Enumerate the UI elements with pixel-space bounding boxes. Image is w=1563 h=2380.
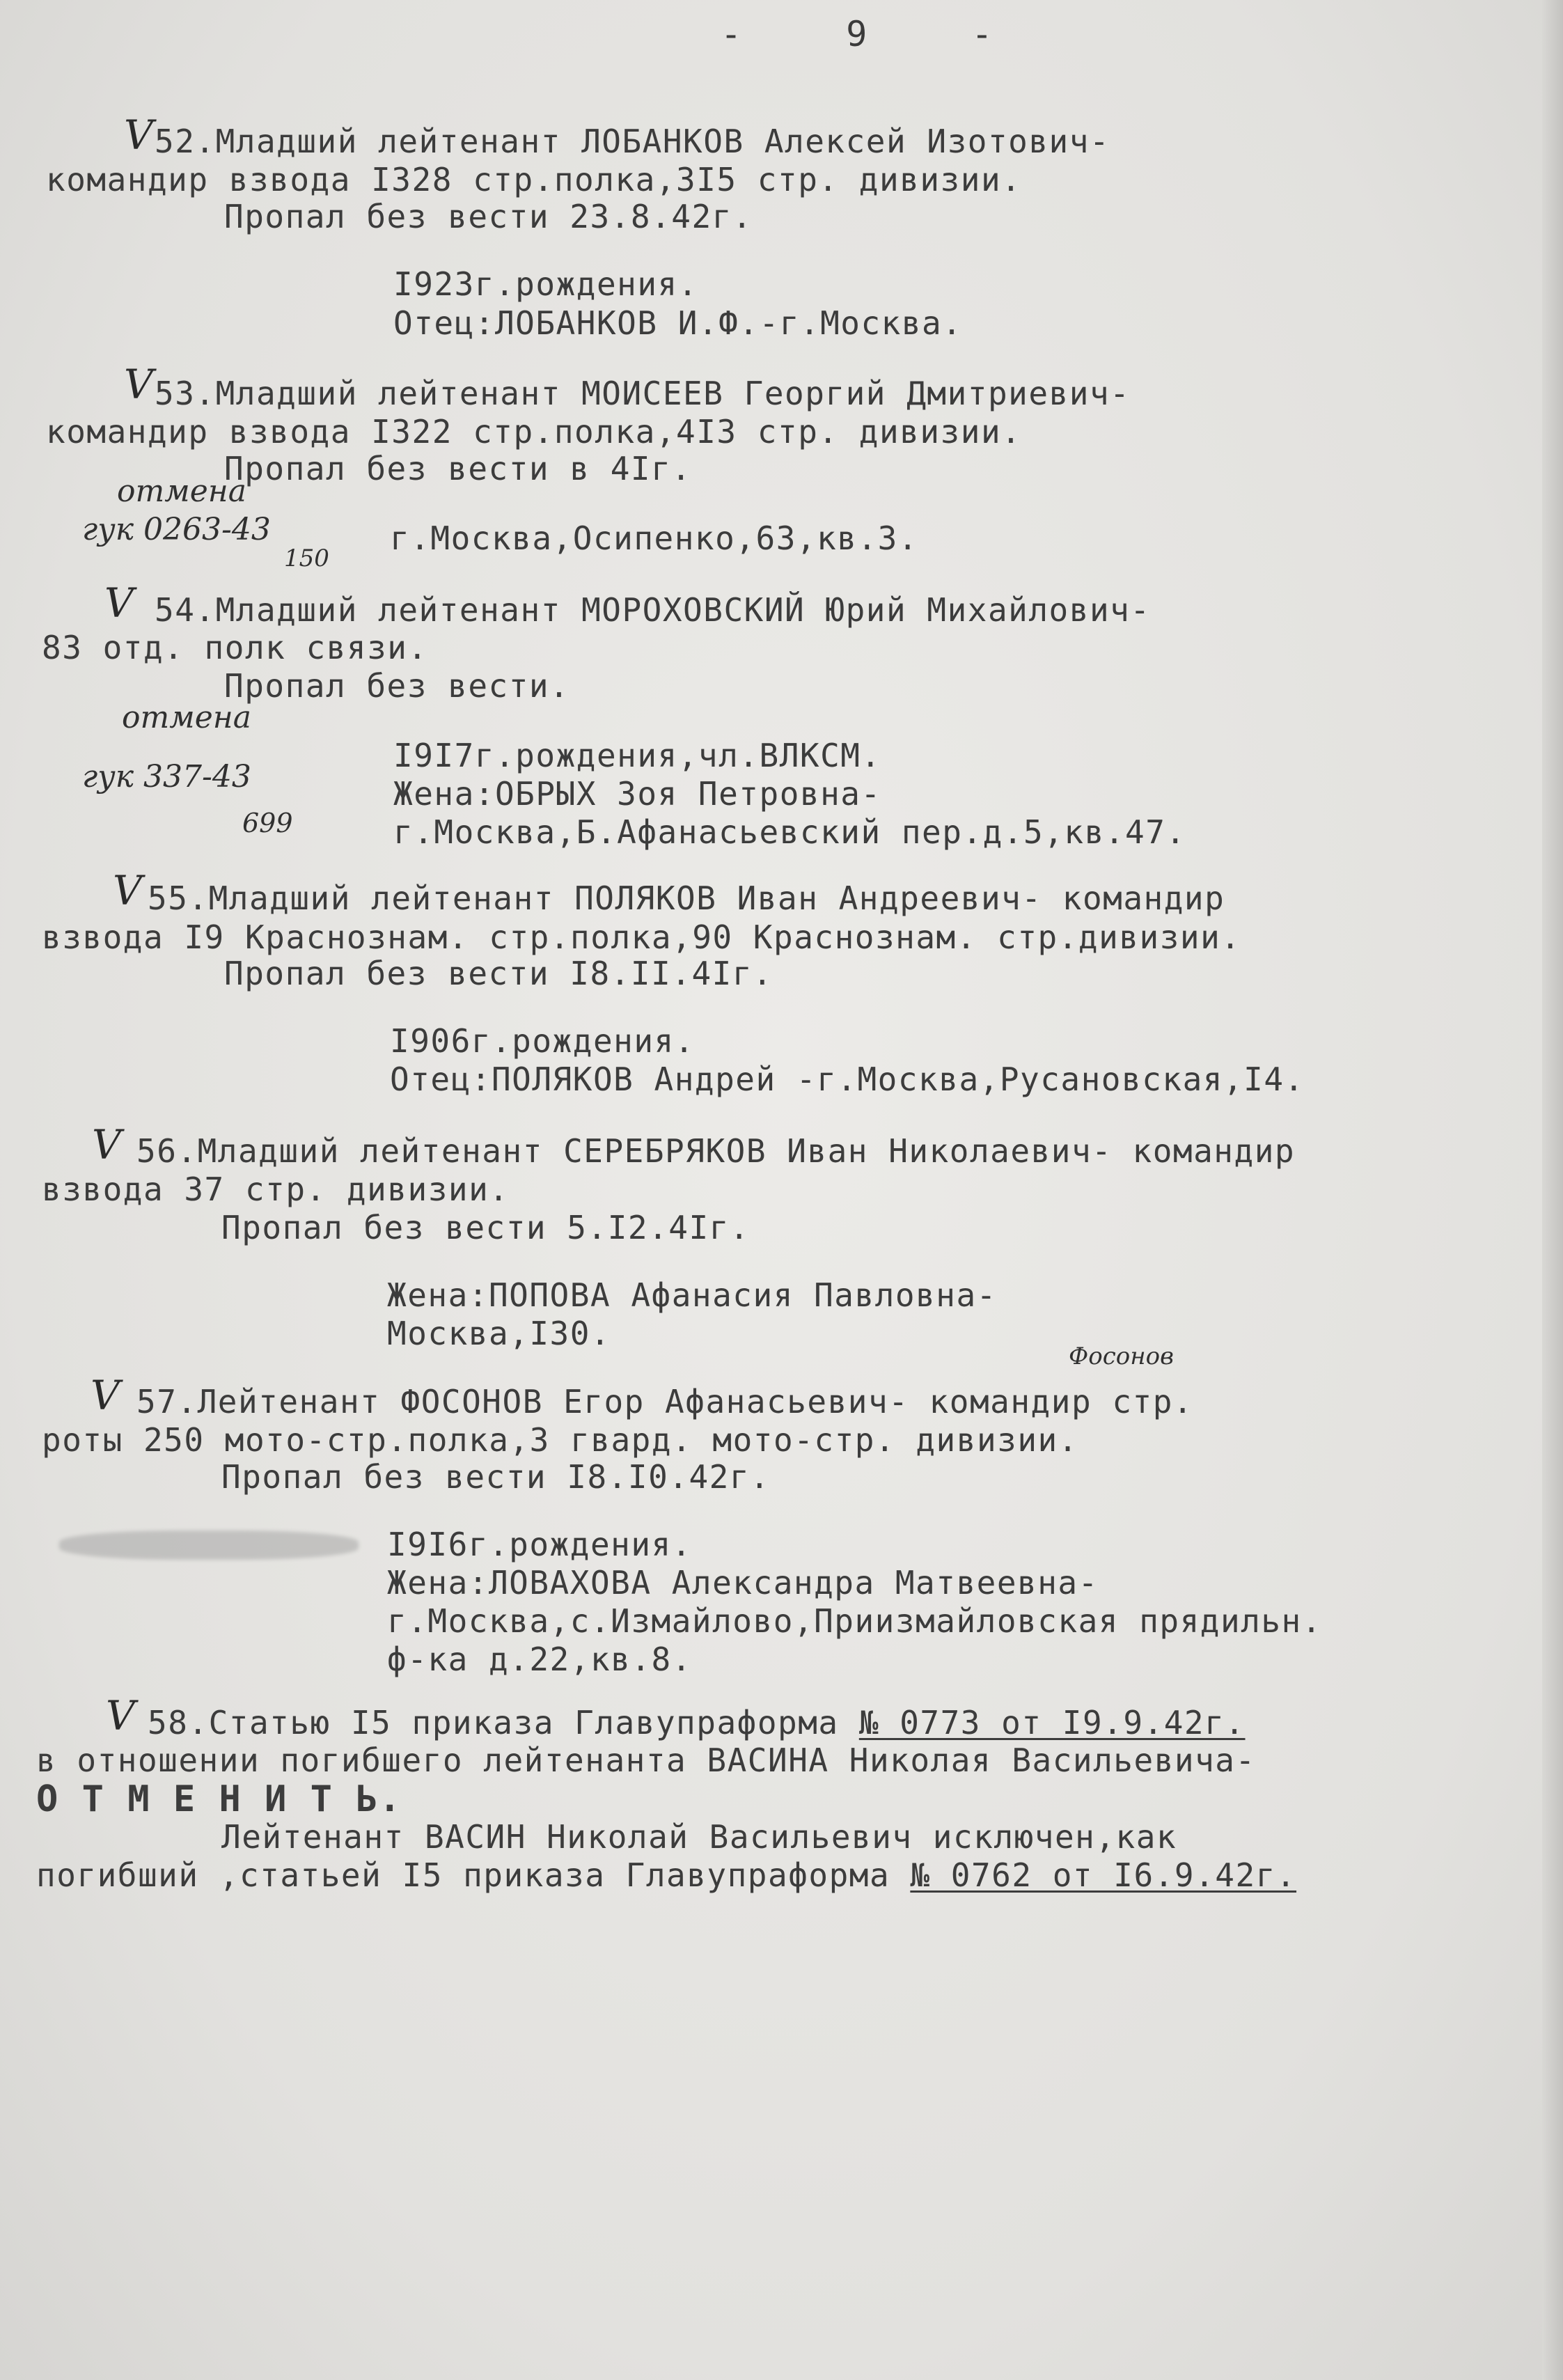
order-reference-underlined: № 0773 от I9.9.42г. (858, 1704, 1246, 1741)
entry-52-line-4: I923г.рождения. (393, 265, 698, 303)
check-mark: V (113, 867, 142, 914)
entry-52-line-5: Отец:ЛОБАНКОВ И.Ф.-г.Москва. (393, 304, 963, 342)
handwritten-annotation: 150 (284, 545, 329, 572)
entry-55-line-4: I906г.рождения. (390, 1022, 695, 1060)
entry-54-line-6: г.Москва,Б.Афанасьевский пер.д.5,кв.47. (393, 813, 1186, 851)
handwritten-annotation: гук 337-43 (82, 759, 251, 794)
ink-smudge (59, 1530, 359, 1560)
entry-56-line-1: 56.Младший лейтенант СЕРЕБРЯКОВ Иван Николаевич- командир (136, 1132, 1296, 1170)
order-reference-underlined: № 0762 от I6.9.42г. (910, 1856, 1297, 1894)
check-mark: V (104, 579, 134, 627)
entry-54-line-3: Пропал без вести. (224, 667, 570, 705)
check-mark: V (92, 1121, 121, 1168)
entry-55-line-3: Пропал без вести I8.II.4Iг. (224, 955, 773, 992)
entry-58-cancel-word: О Т М Е Н И Т Ь. (36, 1778, 402, 1820)
entry-54-line-4: I9I7г.рождения,чл.ВЛКСМ. (393, 737, 881, 774)
entry-55-line-5: Отец:ПОЛЯКОВ Андрей -г.Москва,Русановская,I4. (390, 1060, 1305, 1098)
check-mark: V (91, 1372, 120, 1419)
entry-53-line-2: командир взвода I322 стр.полка,4I3 стр. дивизии. (46, 413, 1022, 451)
entry-52-line-2: командир взвода I328 стр.полка,3I5 стр. дивизии. (46, 161, 1022, 198)
entry-57-line-4: I9I6г.рождения. (387, 1526, 692, 1563)
entry-58-line-2: в отношении погибшего лейтенанта ВАСИНА Николая Васильевича- (36, 1741, 1256, 1779)
entry-57-line-1: 57.Лейтенант ФОСОНОВ Егор Афанасьевич- командир стр. (136, 1383, 1194, 1420)
page-edge-shadow (1542, 0, 1563, 2380)
entry-57-line-7: ф-ка д.22,кв.8. (387, 1641, 692, 1678)
entry-58-line-5-text: погибший ,статьей I5 приказа Главупраформа (36, 1856, 911, 1894)
entry-53-line-4: г.Москва,Осипенко,63,кв.3. (390, 519, 919, 557)
entry-56-line-3: Пропал без вести 5.I2.4Iг. (221, 1209, 751, 1246)
handwritten-annotation: гук 0263-43 (82, 512, 271, 547)
entry-58-line-5 (36, 1856, 1296, 1895)
page-number: - 9 - (721, 14, 1035, 54)
entry-57-line-2: роты 250 мото-стр.полка,3 гвард. мото-стр. дивизии. (42, 1421, 1078, 1459)
entry-53-line-1: 53.Младший лейтенант МОИСЕЕВ Георгий Дмитриевич- (155, 375, 1131, 412)
entry-52-line-1: 52.Младший лейтенант ЛОБАНКОВ Алексей Изотович- (155, 123, 1110, 160)
handwritten-annotation: отмена (122, 700, 251, 735)
entry-57-line-5: Жена:ЛОВАХОВА Александра Матвеевна- (387, 1564, 1099, 1602)
handwritten-annotation: 699 (242, 808, 293, 838)
entry-54-line-1: 54.Младший лейтенант МОРОХОВСКИЙ Юрий Михайлович- (155, 591, 1151, 629)
entry-57-line-6: г.Москва,с.Измайлово,Приизмайловская прядильн. (387, 1602, 1322, 1640)
entry-56-line-2: взвода 37 стр. дивизии. (42, 1171, 510, 1208)
check-mark: V (124, 361, 153, 408)
handwritten-annotation: Фосонов (1069, 1342, 1174, 1370)
entry-54-line-2: 83 отд. полк связи. (42, 629, 428, 666)
entry-55-line-2: взвода I9 Краснознам. стр.полка,90 Краснознам. стр.дивизии. (42, 918, 1241, 956)
entry-58-line-1 (148, 1703, 1246, 1742)
entry-56-line-4: Жена:ПОПОВА Афанасия Павловна- (387, 1276, 997, 1314)
entry-58-line-4: Лейтенант ВАСИН Николай Васильевич исключен,как (221, 1818, 1177, 1856)
handwritten-annotation: отмена (117, 473, 246, 509)
check-mark: V (124, 111, 153, 159)
entry-53-line-3: Пропал без вести в 4Iг. (224, 450, 692, 487)
entry-58-line-1-text: 58.Статью I5 приказа Главупраформа (148, 1704, 859, 1741)
entry-54-line-5: Жена:ОБРЫХ Зоя Петровна- (393, 775, 881, 813)
entry-56-line-5: Москва,I30. (387, 1315, 611, 1352)
entry-57-line-3: Пропал без вести I8.I0.42г. (221, 1458, 771, 1496)
check-mark: V (106, 1692, 135, 1739)
bleed-through (822, 195, 1415, 230)
entry-52-line-3: Пропал без вести 23.8.42г. (224, 198, 753, 235)
entry-55-line-1: 55.Младший лейтенант ПОЛЯКОВ Иван Андреевич- командир (148, 879, 1225, 917)
